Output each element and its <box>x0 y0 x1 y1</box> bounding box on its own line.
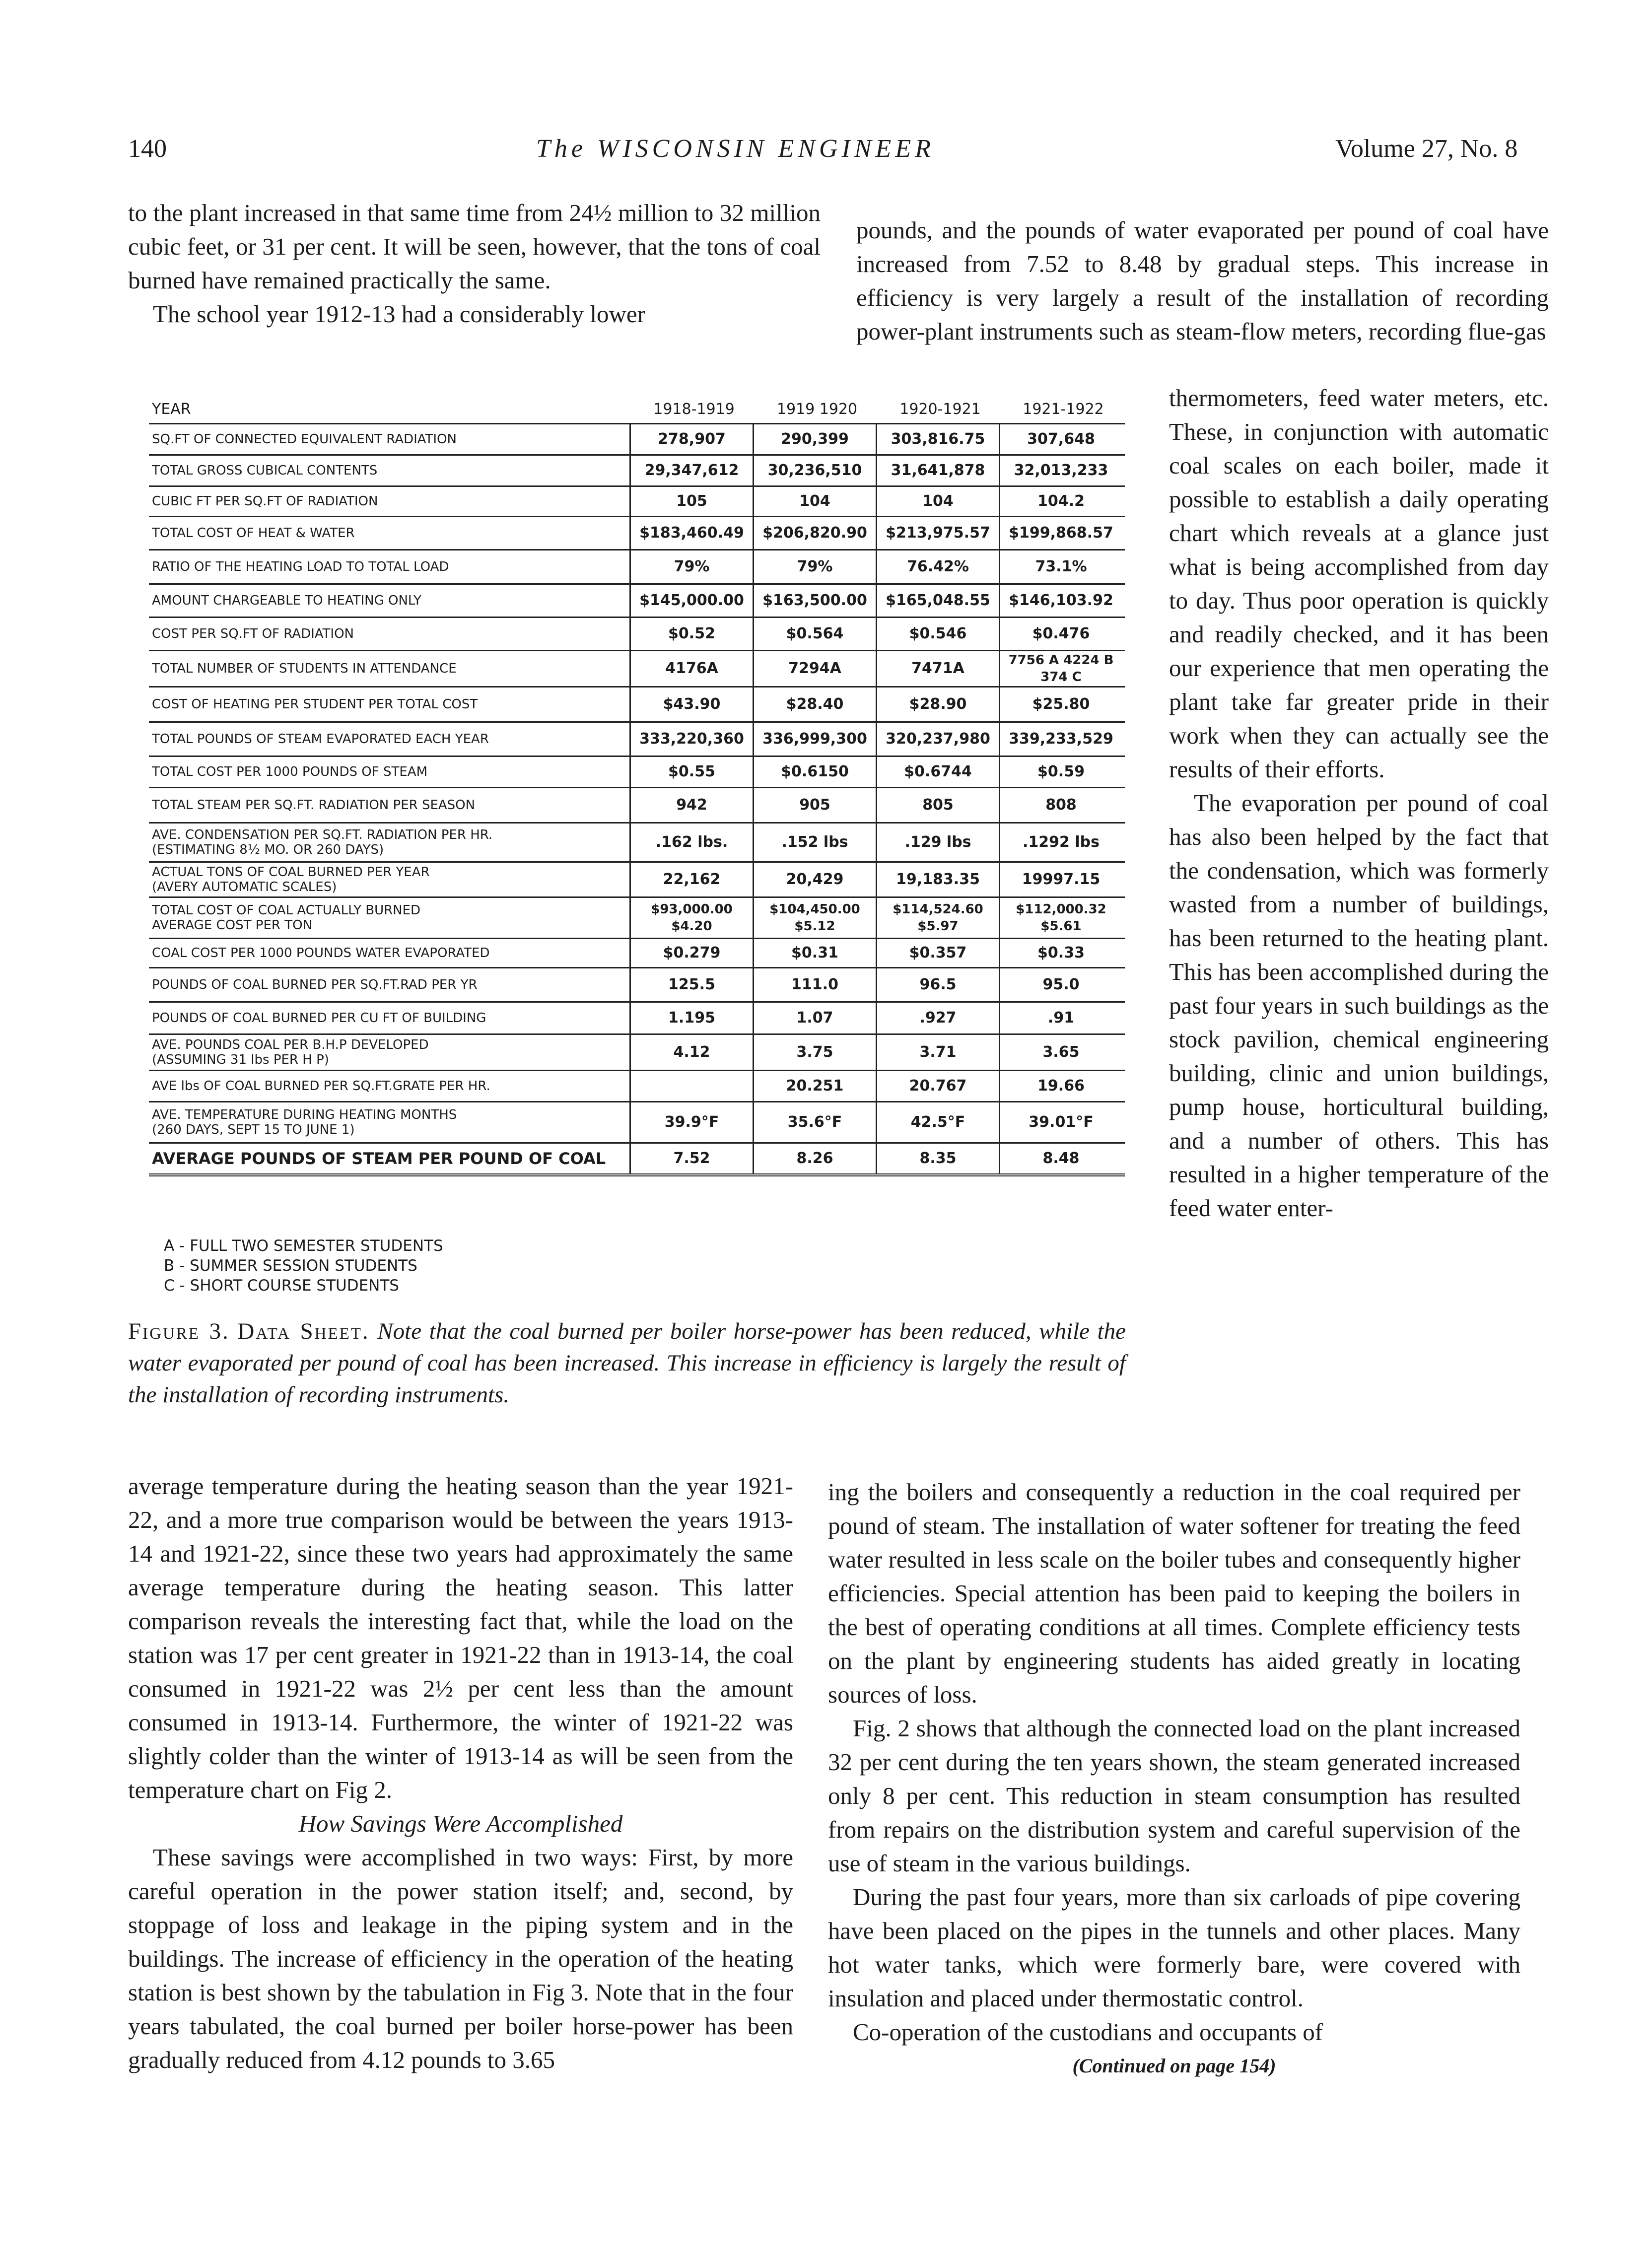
table-cell: 3.65 <box>999 1035 1122 1070</box>
paragraph: The evaporation per pound of coal has also been helped by the fact that the condensation, which was formerly wasted from a number of buildings, has been returned to the heating plant. This has been accomplished during the past four years in such buildings as the stock pavilion, chemical engineering building, clinic and union buildings, pump house, horticultural building, and a number of others. This has resulted in a higher temperature of the feed water enter- <box>1169 789 1549 1222</box>
table-cell: 7471A <box>876 651 999 686</box>
table-cell: $0.6150 <box>753 757 876 787</box>
table-cell: 1.07 <box>753 1003 876 1033</box>
row-label-text: CUBIC FT PER SQ.FT OF RADIATION <box>152 494 378 509</box>
table-cell: 19997.15 <box>999 863 1122 896</box>
top-right-text <box>856 213 1549 348</box>
paragraph: Fig. 2 shows that although the connected load on the plant increased 32 per cent during the ten years shown, the steam generated increased only 8 per cent. This reduction in steam consumption has resulted from repairs on the distribution system and careful supervision of the use of steam in the various buildings. <box>828 1715 1520 1877</box>
table-body <box>149 424 1125 1176</box>
paragraph: These savings were accomplished in two ways: First, by more careful operation in the power station itself; and, second, by stoppage of loss and leakage in the piping system and in the buildings. The increase of efficiency in the operation of the heating station is best shown by the tabulation in Fig 3. Note that in the four years tabulated, the coal burned per boiler horse-power has been gradually reduced from 4.12 pounds to 3.65 <box>128 1844 793 2073</box>
row-label-text: POUNDS OF COAL BURNED PER CU FT OF BUILDING <box>152 1011 486 1026</box>
row-label <box>149 456 629 485</box>
row-label-text: ACTUAL TONS OF COAL BURNED PER YEAR <box>152 865 430 880</box>
row-label <box>149 1144 629 1173</box>
table-header-row <box>149 397 1125 424</box>
table-cell: 8.26 <box>753 1144 876 1173</box>
table-cell: .162 lbs. <box>629 824 753 861</box>
year-header: 1920-1921 <box>899 401 981 418</box>
table-cell: 336,999,300 <box>753 723 876 756</box>
row-label-text: COAL COST PER 1000 POUNDS WATER EVAPORATED <box>152 946 490 961</box>
table-row <box>149 1144 1125 1176</box>
table-cell: 20.767 <box>876 1071 999 1101</box>
section-subheading: How Savings Were Accomplished <box>298 1810 623 1837</box>
table-cell: 320,237,980 <box>876 723 999 756</box>
row-label <box>149 487 629 516</box>
figure-label: Figure 3. <box>128 1318 230 1344</box>
row-label-text: TOTAL COST OF HEAT & WATER <box>152 526 355 541</box>
table-cell: 29,347,612 <box>629 456 753 485</box>
note-a: A - FULL TWO SEMESTER STUDENTS <box>164 1237 443 1255</box>
page-number: 140 <box>128 135 167 163</box>
table-row <box>149 1071 1125 1102</box>
table-cell: 42.5°F <box>876 1102 999 1142</box>
row-label-text: RATIO OF THE HEATING LOAD TO TOTAL LOAD <box>152 559 449 574</box>
row-label-text: AVE. TEMPERATURE DURING HEATING MONTHS <box>152 1107 457 1122</box>
table-cell: .152 lbs <box>753 824 876 861</box>
table-cell: $104,450.00 $5.12 <box>753 898 876 938</box>
row-label <box>149 550 629 583</box>
table-cell: 96.5 <box>876 968 999 1001</box>
paragraph: thermometers, feed water meters, etc. These, in conjunction with automatic coal scales on each boiler, made it possible to establish a daily operating chart which reveals at a glance just what is being accomplished from day to day. Thus poor operation is quickly and readily checked, and it has been our experience that men operating the plant take far greater pride in their work when they can actually see the results of their efforts. <box>1169 384 1549 783</box>
table-cell: $0.357 <box>876 939 999 967</box>
row-label-text: TOTAL COST OF COAL ACTUALLY BURNED <box>152 903 421 918</box>
row-label <box>149 687 629 721</box>
table-row <box>149 1035 1125 1071</box>
table-cell: $25.80 <box>999 687 1122 721</box>
table-cell: 4176A <box>629 651 753 686</box>
table-cell: 905 <box>753 788 876 822</box>
paragraph: to the plant increased in that same time from 24½ million to 32 million cubic feet, or 31 per cent. It will be seen, however, that the tons of coal burned have remained practically the same. <box>128 199 821 294</box>
row-label-text: TOTAL COST PER 1000 POUNDS OF STEAM <box>152 764 428 779</box>
table-cell: 104 <box>876 487 999 516</box>
table-cell: 290,399 <box>753 424 876 454</box>
row-label-subtext: (ASSUMING 31 lbs PER H P) <box>152 1052 329 1067</box>
table-cell: $0.546 <box>876 618 999 650</box>
table-row <box>149 651 1125 687</box>
table-cell: $0.33 <box>999 939 1122 967</box>
table-cell: $0.59 <box>999 757 1122 787</box>
row-label <box>149 757 629 787</box>
bottom-right-text <box>828 1475 1520 2083</box>
table-row <box>149 939 1125 968</box>
table-cell: 942 <box>629 788 753 822</box>
table-row <box>149 687 1125 723</box>
table-cell: 8.35 <box>876 1144 999 1173</box>
table-cell: $114,524.60 $5.97 <box>876 898 999 938</box>
row-label-text: AVE. POUNDS COAL PER B.H.P DEVELOPED <box>152 1037 429 1052</box>
table-cell: $0.564 <box>753 618 876 650</box>
table-cell: 19,183.35 <box>876 863 999 896</box>
table-notes <box>164 1236 561 1296</box>
table-cell: 76.42% <box>876 550 999 583</box>
row-label <box>149 1035 629 1070</box>
paragraph: pounds, and the pounds of water evaporated per pound of coal have increased from 7.52 to 8.48 by gradual steps. This increase in efficiency is very largely a result of the installation of recording power-plant instruments such as steam-flow meters, recording flue-gas <box>856 216 1549 345</box>
table-cell: $93,000.00 $4.20 <box>629 898 753 938</box>
table-cell: 35.6°F <box>753 1102 876 1142</box>
table-cell: 808 <box>999 788 1122 822</box>
row-label-text: TOTAL NUMBER OF STUDENTS IN ATTENDANCE <box>152 661 457 676</box>
table-cell: 19.66 <box>999 1071 1122 1101</box>
row-label <box>149 898 629 938</box>
top-left-text <box>128 196 821 331</box>
row-label <box>149 424 629 454</box>
table-cell: 20.251 <box>753 1071 876 1101</box>
table-cell: .927 <box>876 1003 999 1033</box>
table-cell: 95.0 <box>999 968 1122 1001</box>
row-label-text: TOTAL POUNDS OF STEAM EVAPORATED EACH YEAR <box>152 732 489 747</box>
table-cell: 339,233,529 <box>999 723 1122 756</box>
journal-title: The WISCONSIN ENGINEER <box>536 135 935 163</box>
row-label <box>149 863 629 896</box>
table-cell: 805 <box>876 788 999 822</box>
table-cell: $0.476 <box>999 618 1122 650</box>
row-label <box>149 1102 629 1142</box>
table-cell: 3.75 <box>753 1035 876 1070</box>
row-label-text: AVERAGE POUNDS OF STEAM PER POUND OF COAL <box>152 1149 606 1168</box>
table-cell: 278,907 <box>629 424 753 454</box>
year-header: 1921-1922 <box>1023 401 1104 418</box>
paragraph: ing the boilers and consequently a reduction in the coal required per pound of steam. The installation of water softener for treating the feed water resulted in less scale on the boiler tubes and consequently higher efficiencies. Special attention has been paid to keeping the boilers in the best of operating conditions at all times. Complete efficiency tests on the plant by engineering students has aided greatly in locating sources of loss. <box>828 1478 1520 1708</box>
row-label-text: TOTAL GROSS CUBICAL CONTENTS <box>152 463 378 478</box>
row-label-text: COST PER SQ.FT OF RADIATION <box>152 626 354 641</box>
table-cell: 4.12 <box>629 1035 753 1070</box>
table-row <box>149 618 1125 651</box>
table-row <box>149 757 1125 788</box>
row-label <box>149 788 629 822</box>
table-cell: 32,013,233 <box>999 456 1122 485</box>
right-column-text <box>1169 381 1549 1225</box>
year-header: 1919 1920 <box>776 401 858 418</box>
row-label <box>149 1071 629 1101</box>
table-cell: $0.31 <box>753 939 876 967</box>
table-cell: $165,048.55 <box>876 585 999 617</box>
table-cell: 104.2 <box>999 487 1122 516</box>
paragraph: average temperature during the heating season than the year 1921-22, and a more true comparison would be between the years 1913-14 and 1921-22, since these two years had approximately the same average temperature during the heating season. This latter comparison reveals the interesting fact that, while the load on the station was 17 per cent greater in 1921-22 than in 1913-14, the coal consumed in 1921-22 was 2½ per cent less than the amount consumed in 1913-14. Furthermore, the winter of 1921-22 was slightly colder than the winter of 1913-14 as will be seen from the temperature chart on Fig 2. <box>128 1472 793 1803</box>
table-cell: 333,220,360 <box>629 723 753 756</box>
row-label-text: POUNDS OF COAL BURNED PER SQ.FT.RAD PER YR <box>152 977 478 992</box>
row-label <box>149 517 629 549</box>
row-label-subtext: (AVERY AUTOMATIC SCALES) <box>152 880 337 894</box>
year-header: 1918-1919 <box>653 401 735 418</box>
table-cell: $0.279 <box>629 939 753 967</box>
note-c: C - SHORT COURSE STUDENTS <box>164 1277 399 1295</box>
figure-title: Data Sheet. <box>237 1318 370 1344</box>
table-cell <box>629 1071 753 1101</box>
table-cell: $112,000.32 $5.61 <box>999 898 1122 938</box>
row-label <box>149 651 629 686</box>
table-row <box>149 1003 1125 1035</box>
table-row <box>149 456 1125 487</box>
table-cell: 303,816.75 <box>876 424 999 454</box>
table-cell: 79% <box>629 550 753 583</box>
table-row <box>149 723 1125 757</box>
table-cell: 3.71 <box>876 1035 999 1070</box>
table-cell: 125.5 <box>629 968 753 1001</box>
table-cell: 105 <box>629 487 753 516</box>
table-row <box>149 487 1125 517</box>
table-cell: 39.9°F <box>629 1102 753 1142</box>
paragraph: Co-operation of the custodians and occupants of <box>853 2018 1323 2046</box>
table-cell: $146,103.92 <box>999 585 1122 617</box>
year-label: YEAR <box>152 401 191 418</box>
table-row <box>149 824 1125 863</box>
row-label-text: SQ.FT OF CONNECTED EQUIVALENT RADIATION <box>152 432 457 447</box>
table-cell: $206,820.90 <box>753 517 876 549</box>
table-cell: .91 <box>999 1003 1122 1033</box>
row-label <box>149 824 629 861</box>
table-row <box>149 898 1125 939</box>
table-cell: $0.52 <box>629 618 753 650</box>
note-b: B - SUMMER SESSION STUDENTS <box>164 1257 417 1275</box>
table-cell: 307,648 <box>999 424 1122 454</box>
table-cell: 8.48 <box>999 1144 1122 1173</box>
row-label-text: TOTAL STEAM PER SQ.FT. RADIATION PER SEASON <box>152 798 476 813</box>
table-cell: $145,000.00 <box>629 585 753 617</box>
row-label-text: AMOUNT CHARGEABLE TO HEATING ONLY <box>152 593 421 608</box>
row-label-text: AVE lbs OF COAL BURNED PER SQ.FT.GRATE PER HR. <box>152 1079 490 1094</box>
table-cell: .1292 lbs <box>999 824 1122 861</box>
row-label-subtext: (ESTIMATING 8½ MO. OR 260 DAYS) <box>152 842 384 857</box>
volume-number: Volume 27, No. 8 <box>1335 135 1518 163</box>
table-cell: 79% <box>753 550 876 583</box>
table-cell: 73.1% <box>999 550 1122 583</box>
row-label-text: COST OF HEATING PER STUDENT PER TOTAL COST <box>152 697 478 712</box>
row-label <box>149 585 629 617</box>
table-cell: $213,975.57 <box>876 517 999 549</box>
table-cell: 39.01°F <box>999 1102 1122 1142</box>
table-cell: 20,429 <box>753 863 876 896</box>
table-cell: $163,500.00 <box>753 585 876 617</box>
row-label <box>149 968 629 1001</box>
table-cell: .129 lbs <box>876 824 999 861</box>
row-label <box>149 939 629 967</box>
table-cell: 7756 A 4224 B 374 C <box>999 651 1122 686</box>
table-row <box>149 424 1125 456</box>
row-label-text: AVE. CONDENSATION PER SQ.FT. RADIATION PER HR. <box>152 827 493 842</box>
table-row <box>149 1102 1125 1144</box>
figure-caption-text: Note that the coal burned per boiler horse-power has been reduced, while the water evaporated per pound of coal has been increased. This increase in efficiency is largely the result of the installation of recording instruments. <box>128 1318 1126 1408</box>
paragraph: The school year 1912-13 had a considerably lower <box>153 300 645 328</box>
table-cell: 30,236,510 <box>753 456 876 485</box>
table-cell: $0.6744 <box>876 757 999 787</box>
table-cell: 1.195 <box>629 1003 753 1033</box>
table-cell: $183,460.49 <box>629 517 753 549</box>
table-cell: 7.52 <box>629 1144 753 1173</box>
row-label-subtext: AVERAGE COST PER TON <box>152 918 313 933</box>
row-label <box>149 723 629 756</box>
table-cell: $43.90 <box>629 687 753 721</box>
table-cell: 104 <box>753 487 876 516</box>
figure-caption <box>128 1315 1126 1411</box>
table-row <box>149 517 1125 550</box>
table-cell: $28.40 <box>753 687 876 721</box>
paragraph: During the past four years, more than six carloads of pipe covering have been placed on the pipes in the tunnels and other places. Many hot water tanks, which were formerly bare, were covered with insulation and placed under thermostatic control. <box>828 1883 1520 2012</box>
table-cell: $28.90 <box>876 687 999 721</box>
data-sheet-table <box>149 397 1125 1176</box>
table-row <box>149 585 1125 618</box>
table-row <box>149 968 1125 1003</box>
table-cell: 111.0 <box>753 968 876 1001</box>
bottom-left-text <box>128 1469 793 2077</box>
table-cell: $199,868.57 <box>999 517 1122 549</box>
table-cell: $0.55 <box>629 757 753 787</box>
row-label-subtext: (260 DAYS, SEPT 15 TO JUNE 1) <box>152 1122 355 1137</box>
row-label <box>149 618 629 650</box>
table-cell: 31,641,878 <box>876 456 999 485</box>
table-row <box>149 863 1125 898</box>
table-cell: 22,162 <box>629 863 753 896</box>
continued-note: (Continued on page 154) <box>1072 2055 1276 2077</box>
table-row <box>149 550 1125 585</box>
table-cell: 7294A <box>753 651 876 686</box>
table-row <box>149 788 1125 824</box>
row-label <box>149 1003 629 1033</box>
